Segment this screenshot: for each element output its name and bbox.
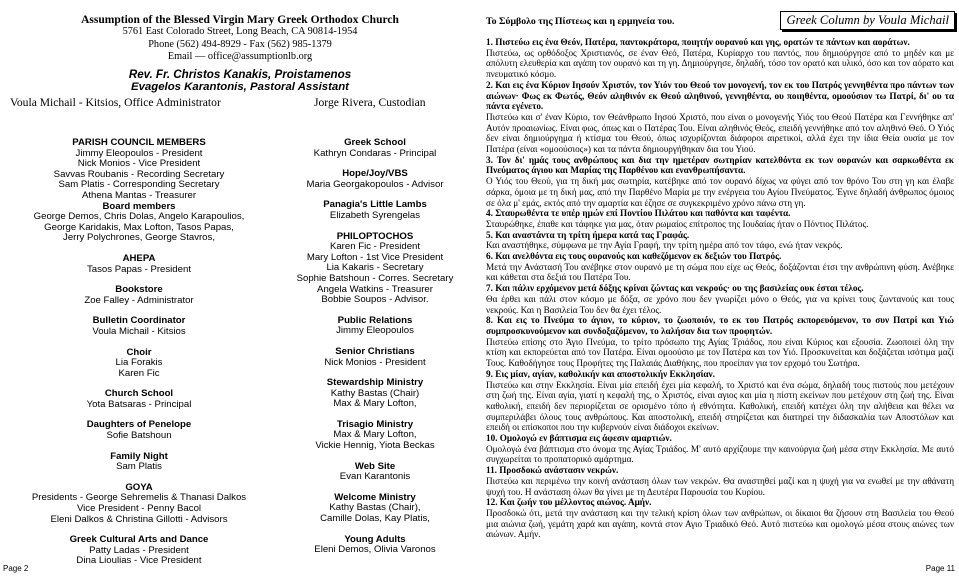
ministry-member: Angela Watkins - Treasurer: [317, 283, 433, 295]
ministry-member: Sofie Batshoun: [106, 430, 172, 442]
ministry-member: Mary Lofton - 1st Vice President: [306, 251, 444, 263]
creed-article: 6. Και ανελθόντα εις τους ουρανούς και καθεζόμενον εκ δεξιών του Πατρός.: [486, 251, 782, 262]
ministry-member: Voula Michail - Kitsios: [92, 325, 186, 337]
creed-explanation: Και αναστήθηκε, σύμφωνα με την Αγία Γραφή, την τρίτη ημέρα από τον τάφο, ενώ ήταν νεκρός.: [486, 240, 843, 251]
creed-explanation: Πιστεύω επίσης στο Άγιο Πνεύμα, το τρίτο πρόσωπο της Αγίας Τριάδος, που είναι Κύριος και εξουσία. Ζωοποιεί όλη την κτίση και εκπορεύεται από τον Πατέρα. Είναι ομοούσιο με τον Πατέρα και τον Υιό. Προσκυνείται και δοξάζεται ισότιμα μαζί Τους. Καθοδήγησε τους Προφήτες της Παλαιάς Διαθήκης, που προείπαν για τον ερχομό του Σωτήρα.: [486, 336, 954, 369]
assistant-name: Evagelos Karantonis, Pastoral Assistant: [131, 81, 349, 94]
spacer: [2, 338, 276, 348]
ministry-member: Lia Kakaris - Secretary: [326, 262, 424, 274]
creed-explanation: Προσδοκώ ότι, μετά την ανάσταση και την τελική κρίση όλων των ανθρώπων, οι δίκαιοι θα ζήσουν στη Βασιλεία του Θεού μια αιώνια ζωή, γεμάτη χαρά και αγάπη, κοντά στον Αγιο Τριαδικό Θεό. Αυτό πιστεύω και ομολογώ μέσα στους αιώνες των αιώνων. Αμήν.: [486, 507, 954, 540]
clergy-header: [10, 69, 470, 94]
column-title-box: Greek Column by Voula Michail: [780, 11, 955, 30]
creed-explanation: Πιστεύω, ως ορθόδοξος Χριστιανός, σε έναν Θεό, Πατέρα, Κυρίαρχο του παντός, που δημιούργησε από το μηδέν και με απόλυτη ελευθερία και αγάπη τον ουρανό και τη γη. Δημιούργησε, δηλαδή, τόσο τον ορατό και υλικό, όσο και τον αόρατο και πνευματικό κόσμο.: [486, 47, 954, 80]
ministries-column-1: [2, 138, 276, 567]
ministry-member: Vickie Hennig, Yiota Beckas: [315, 440, 435, 452]
ministry-member: Eleni Dalkos & Christina Gillotti - Advisors: [50, 513, 228, 525]
ministry-member: Bobbie Soupos - Advisor.: [321, 294, 429, 306]
church-phone: Phone (562) 494-8929 - Fax (562) 985-1379: [148, 38, 332, 50]
ministry-member: Savvas Roubanis - Recording Secretary: [53, 168, 225, 180]
ministry-member: Lia Forakis: [115, 357, 163, 369]
ministry-member: Karen Fic: [118, 367, 160, 379]
creed-article: 3. Τον δι' ημάς τους ανθρώπους και δια την ημετέραν σωτηρίαν κατελθόντα εκ των ουρανών και σαρκωθέντα εκ Πνεύματος άγιου και Μαρίας της Παρθένου και ενανθρωπήσαντα.: [486, 154, 954, 176]
ministry-heading: GOYA: [125, 481, 153, 493]
ministry-member: Sophie Batshoun - Corres. Secretary: [296, 272, 454, 284]
creed-text: [486, 37, 954, 540]
creed-article: 10. Ομολογώ εν βάπτισμα εις άφεσιν αμαρτιών.: [486, 433, 672, 444]
creed-article: 2. Και εις ένα Κύριον Ιησούν Χριστόν, τον Υιόν του Θεού τον μονογενή, τον εκ του Πατρός γεννηθέντα προ πάντων των αιώνων· Φως εκ Φωτός, Θεόν αληθινόν εκ Θεού αληθινού, γεννηθέντα, ου ποιηθέντα, ομοούσιον τω Πατρί, δι' ου τα πάντα εγένετο.: [486, 79, 954, 112]
priest-name: Rev. Fr. Christos Kanakis, Proistamenos: [128, 68, 352, 81]
creed-article: 8. Και εις το Πνεύμα το άγιον, το κύριον, το ζωοποιόν, το εκ του Πατρός εκπορευόμενον, το συν Πατρί και Υιώ συμπροσκυνούμενον και συνδοξαζόμενον, το λαλήσαν δια των προφητών.: [486, 315, 954, 336]
parish-header: [10, 14, 470, 64]
ministry-heading: Public Relations: [337, 314, 413, 326]
right-page: [482, 0, 959, 579]
creed-explanation: Ομολογώ ένα βάπτισμα στο όνομα της Αγίας Τριάδος. Μ' αυτό αρχίζουμε την καινούργια ζωή μέσα στην Εκκλησία. Με αυτό συγχωρείται το προπατορικό αμάρτημα.: [486, 443, 954, 465]
ministry-heading: Stewardship Ministry: [326, 377, 424, 389]
creed-article: 7. Και πάλιν ερχόμενον μετά δόξης κρίναι ζώντας και νεκρούς· ου της βασιλείας ουκ έσται τέλος.: [486, 283, 864, 294]
creed-explanation: Μετά την Ανάστασή Του ανέβηκε στον ουρανό με τη σώμα που είχε ως Θεός, δοξάζονται έτσι την ανθρώπινη φύση. Ανέβηκε και κάθεται στα δεξιά του Πατέρα Του.: [486, 261, 954, 283]
ministry-member: Vice President - Penny Bacol: [76, 503, 202, 515]
ministry-member: Yota Batsaras - Principal: [86, 398, 192, 410]
ministry-member: Dina Lioulias - Vice President: [76, 555, 202, 567]
church-name: Assumption of the Blessed Virgin Mary Greek Orthodox Church: [81, 14, 399, 26]
creed-explanation: Σταυρώθηκε, έπαθε και τάφηκε για μας, όταν ρωμαίος επίτροπος της Ιουδαίας ήταν ο Πόντιος Πιλάτος.: [486, 218, 869, 229]
ministry-heading: Trisagio Ministry: [336, 418, 414, 430]
ministry-heading: PARISH COUNCIL MEMBERS: [72, 137, 206, 148]
ministry-heading: Welcome Ministry: [334, 491, 416, 503]
custodian: Jorge Rivera, Custodian: [314, 96, 426, 109]
creed-article: 4. Σταυρωθέντα τε υπέρ ημών επί Ποντίου Πιλάτου και παθόντα και ταφέντα.: [486, 208, 791, 219]
ministry-member: Kathy Bastas (Chair),: [329, 502, 421, 514]
ministries-column-2: [280, 138, 470, 556]
ministry-heading: Family Night: [110, 450, 168, 462]
creed-explanation: Πιστεύω και στην Εκκλησία. Είναι μία επειδή έχει μία κεφαλή, το Χριστό και ένα σώμα, δηλαδή τους πιστούς που μετέχουν στη ζωή της. Είναι αγία, γιατί η κεφαλή της, ο Χριστός, είναι αγιος και μία η πίστη εκείνων που μετέχουν στη ζωή της. Είναι καθολική, επειδή δεν περιορίζεται σε ορισμένο τόπο ή εθνότητα. Καθολική, επειδή κατέχει όλη την αλήθεια και θέλει να συμπεριλάβει όλους τους ανθρώπους. Και αποστολική, επειδή στηρίζεται και διατηρεί την διδασκαλία των Αποστόλων και επειδή οι επίσκοποι που την κυβερνούν είναι διάδοχοι εκείνων.: [486, 379, 954, 433]
ministry-member: Nick Monios - President: [324, 356, 426, 368]
ministry-member: Zoe Falley - Administrator: [84, 294, 194, 306]
ministry-heading: Panagia's Little Lambs: [323, 199, 427, 211]
ministry-member: Evan Karantonis: [339, 471, 411, 483]
ministry-member: Karen Fic - President: [329, 241, 421, 253]
ministry-member: Nick Monios - Vice President: [77, 158, 201, 170]
ministry-heading: Daughters of Penelope: [86, 419, 192, 431]
ministry-member: Jimmy Eleopoulos: [336, 325, 414, 337]
ministry-member: Presidents - George Sehremelis & Thanasi Dalkos: [31, 492, 247, 504]
ministry-heading: Bookstore: [115, 284, 163, 296]
ministry-member: Sam Platis: [116, 461, 162, 473]
ministry-heading: Church School: [104, 388, 174, 400]
ministry-heading: Young Adults: [344, 533, 406, 545]
creed-article: 5. Και αναστάντα τη τρίτη ήμερα κατά τας Γραφάς.: [486, 229, 690, 240]
ministry-member: Camille Dolas, Kay Platis,: [320, 513, 430, 525]
ministry-heading: PHILOPTOCHOS: [336, 230, 414, 242]
ministry-heading: Choir: [126, 346, 152, 358]
church-email: Email — office@assumptionlb.org: [167, 51, 313, 63]
creed-article: 1. Πιστεύω εις ένα Θεόν, Πατέρα, παντοκράτορα, ποιητήν ουρανού και γης, ορατών τε πάντων και αοράτων.: [486, 37, 910, 47]
creed-explanation: Θα έρθει και πάλι στον κόσμο με δόξα, σε χρόνο που δεν γνωρίζει μόνο ο Θεός, για να κρίνει τους ζωντανούς και τους νεκρούς. Και η Βασιλεία Του δεν θα έχει τέλος.: [486, 293, 954, 315]
ministry-member: Maria Georgakopoulos - Advisor: [306, 178, 444, 190]
ministry-member: Jimmy Eleopoulos - President: [75, 147, 203, 159]
creed-article: 9. Εις μίαν, αγίαν, καθολικήν και αποστολικήν Εκκλησίαν.: [486, 368, 715, 379]
ministry-member: Max & Mary Lofton,: [333, 429, 417, 441]
creed-article: 11. Προσδοκώ ανάστασιν νεκρών.: [486, 465, 619, 476]
ministry-member: Eleni Demos, Olivia Varonos: [314, 544, 436, 556]
ministry-heading: Greek School: [344, 137, 406, 148]
ministry-heading: Web Site: [354, 460, 396, 472]
creed-explanation: Πιστεύω και περιμένω την κοινή ανάσταση όλων των νεκρών. Θα αναστηθεί μαζί και η ψυχή για να ενωθεί με την αθάνατη ψυχή του. Η ανάσταση όλων θα γίνει με τη Δευτέρα Παρουσία του Κυρίου.: [486, 475, 954, 497]
ministry-member: Elizabeth Syrengelas: [329, 209, 421, 221]
ministry-member: Kathy Bastas (Chair): [330, 387, 420, 399]
creed-title: Το Σύμβολο της Πίστεως και η ερμηνεία του.: [486, 16, 675, 27]
ministry-member: George Demos, Chris Dolas, Angelo Karapoulios,: [33, 211, 245, 223]
church-address: 5761 East Colorado Street, Long Beach, CA 90814-1954: [122, 26, 358, 38]
ministry-member: Max & Mary Lofton,: [333, 398, 417, 410]
ministry-member: Patty Ladas - President: [89, 544, 189, 556]
ministry-heading: Greek Cultural Arts and Dance: [69, 534, 209, 546]
left-page: [0, 0, 478, 579]
ministry-member: Sam Platis - Corresponding Secretary: [58, 179, 220, 191]
ministry-heading: Bulletin Coordinator: [92, 315, 186, 327]
ministry-member: Athena Mantas - Treasurer: [81, 189, 197, 201]
office-administrator: Voula Michail - Kitsios, Office Administrator: [10, 96, 221, 109]
page-number-left: Page 2: [3, 564, 29, 573]
ministry-member: Kathryn Condaras - Principal: [313, 147, 437, 159]
page-number-right: Page 11: [925, 564, 955, 573]
ministry-member: Jerry Polychrones, George Stavros,: [63, 232, 215, 244]
creed-explanation: Πιστεύω και σ' έναν Κύριο, τον Θεάνθρωπο Ιησού Χριστό, που είναι ο μονογενής Υιός του Θεού Πατέρα και Γεννήθηκε απ' Αυτόν προαιωνίως. Είναι φως, όπως και ο Πατέρας Του. Είναι αληθινός Θεός, επειδή γεννήθηκε από τον αληθινό Θεό. Ο Υιός δεν είναι δημιούργημα ή κτίσμα του Θεού, όπως ισχυρίζονται διάφοροι αιρετικοί, αλλά έχει την ίδια Θεία ουσία με τον Πατέρα (είναι «ομοούσιος») και τα πάντα δημιουργήθηκαν δια του Υιού.: [486, 111, 954, 155]
ministry-member: George Karidakis, Max Lofton, Tasos Papas,: [44, 221, 234, 233]
creed-article: 12. Και ζωήν του μέλλοντος αιώνος. Αμήν.: [486, 497, 652, 508]
ministry-member: Tasos Papas - President: [87, 263, 191, 275]
ministry-heading: Board members: [102, 200, 176, 212]
ministry-heading: Senior Christians: [335, 345, 415, 357]
ministry-heading: Hope/Joy/VBS: [342, 168, 408, 180]
ministry-heading: AHEPA: [122, 252, 156, 264]
creed-explanation: Ο Υιός του Θεού, για τη δική μας σωτηρία, κατέβηκε από τον ουρανό δίχως να φύγει από τον θρόνο Του στη γη και έλαβε σάρκα, όμοια με τη δική μας, από την Παρθένο Μαρία με την ενέργεια του Αγίου Πνεύματος. Έγινε δηλαδή άνθρωπος όμοιος σε όλα μ' εμάς, εκτός από την αμαρτία και έζησε σε συγκεκριμένο χρόνο πάνω στη γη.: [486, 176, 954, 208]
